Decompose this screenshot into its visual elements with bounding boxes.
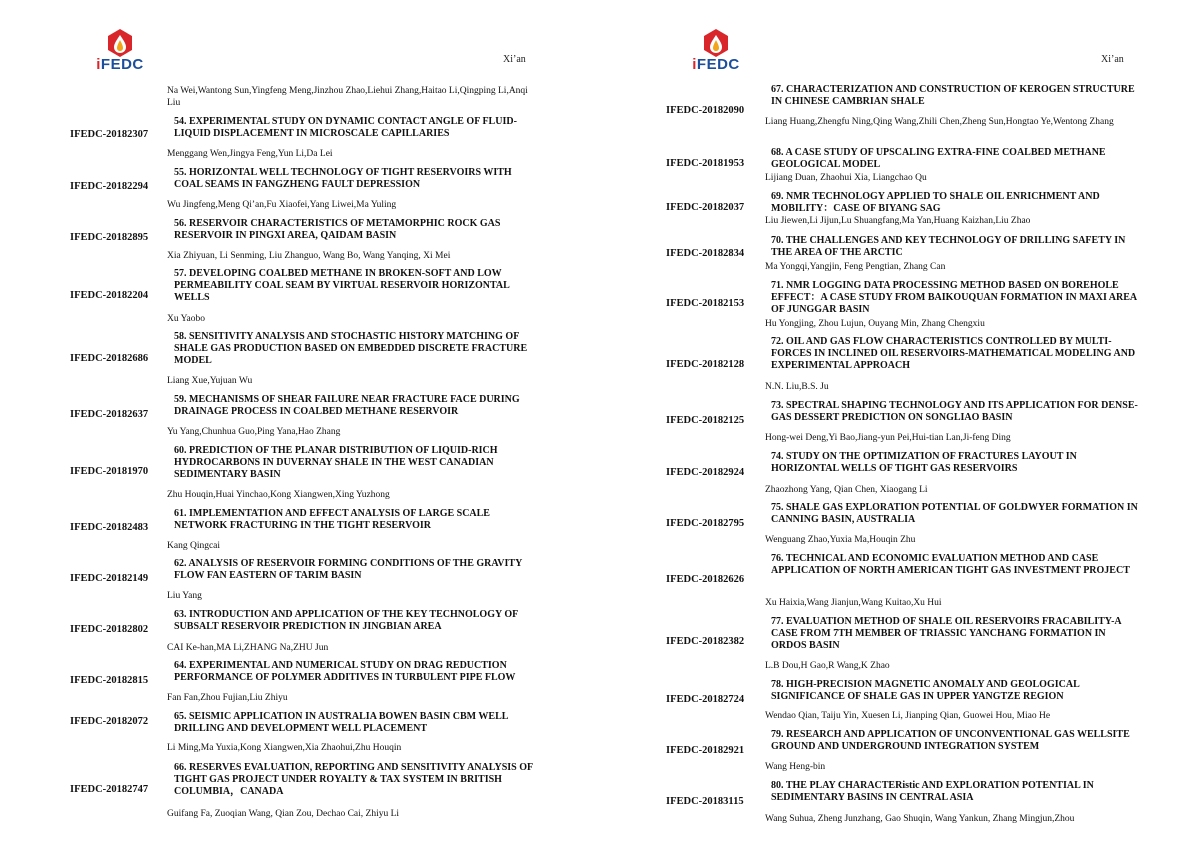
paper-title: 74. STUDY ON THE OPTIMIZATION OF FRACTURES LAYOUT IN HORIZONTAL WELLS OF TIGHT GAS RESERVOIRS xyxy=(771,451,1077,474)
paper-code: IFEDC-20182895 xyxy=(70,232,149,243)
paper-authors: Menggang Wen,Jingya Feng,Yun Li,Da Lei xyxy=(167,149,333,159)
paper-authors: Wang Suhua, Zheng Junzhang, Gao Shuqin, Wang Yankun, Zhang Mingjun,Zhou xyxy=(765,814,1075,824)
paper-code: IFEDC-20182072 xyxy=(70,716,149,727)
paper-title: 78. HIGH-PRECISION MAGNETIC ANOMALY AND GEOLOGICAL SIGNIFICANCE OF SHALE GAS IN UPPER YANGTZE REGION xyxy=(771,679,1080,702)
paper-title: 80. THE PLAY CHARACTERistic AND EXPLORATION POTENTIAL IN SEDIMENTARY BASINS IN CENTRAL ASIA xyxy=(771,780,1094,803)
paper-code: IFEDC-20182921 xyxy=(666,745,745,756)
paper-authors: Li Ming,Ma Yuxia,Kong Xiangwen,Xia Zhaohui,Zhu Houqin xyxy=(167,743,402,753)
paper-title: 69. NMR TECHNOLOGY APPLIED TO SHALE OIL ENRICHMENT AND MOBILITY：CASE OF BIYANG SAG xyxy=(771,191,1100,214)
paper-title: 64. EXPERIMENTAL AND NUMERICAL STUDY ON DRAG REDUCTION PERFORMANCE OF POLYMER ADDITIVES IN TURBULENT PIPE FLOW xyxy=(174,660,516,683)
paper-code: IFEDC-20182626 xyxy=(666,574,745,585)
paper-code: IFEDC-20182149 xyxy=(70,573,149,584)
paper-code: IFEDC-20182128 xyxy=(666,359,745,370)
right-page xyxy=(596,0,1192,842)
paper-authors: Kang Qingcai xyxy=(167,541,221,551)
paper-authors: Yu Yang,Chunhua Guo,Ping Yana,Hao Zhang xyxy=(167,427,341,437)
header-city: Xi’an xyxy=(1101,54,1124,65)
paper-authors: Xu Yaobo xyxy=(167,314,206,324)
paper-authors: Lijiang Duan, Zhaohui Xia, Liangchao Qu xyxy=(765,173,927,183)
paper-code: IFEDC-20183115 xyxy=(666,796,744,807)
paper-title: 71. NMR LOGGING DATA PROCESSING METHOD BASED ON BOREHOLE EFFECT：A CASE STUDY FROM BAIKOUQUAN FORMATION IN MAXI AREA OF JUNGGAR BASIN xyxy=(771,280,1137,315)
paper-code: IFEDC-20182724 xyxy=(666,694,745,705)
paper-title: 67. CHARACTERIZATION AND CONSTRUCTION OF KEROGEN STRUCTURE IN CHINESE CAMBRIAN SHALE xyxy=(771,84,1135,107)
paper-code: IFEDC-20182294 xyxy=(70,181,149,192)
paper-title: 65. SEISMIC APPLICATION IN AUSTRALIA BOWEN BASIN CBM WELL DRILLING AND DEVELOPMENT WELL PLACEMENT xyxy=(174,711,508,734)
paper-title: 60. PREDICTION OF THE PLANAR DISTRIBUTION OF LIQUID-RICH HYDROCARBONS IN DUVERNAY SHALE IN THE WEST CANADIAN SEDIMENTARY BASIN xyxy=(174,445,498,480)
paper-code: IFEDC-20182382 xyxy=(666,636,745,647)
paper-authors: Liu Yang xyxy=(167,591,202,601)
logo-wordmark: iFEDC xyxy=(96,56,144,73)
paper-authors: Hong-wei Deng,Yi Bao,Jiang-yun Pei,Hui-tian Lan,Ji-feng Ding xyxy=(765,433,1011,443)
paper-code: IFEDC-20182153 xyxy=(666,298,745,309)
paper-title: 72. OIL AND GAS FLOW CHARACTERISTICS CONTROLLED BY MULTI-FORCES IN INCLINED OIL RESERVOIRS-MATHEMATICAL MODELING AND EXPERIMENTAL APPROACH xyxy=(771,336,1136,371)
paper-code: IFEDC-20182483 xyxy=(70,522,149,533)
paper-authors: Ma Yongqi,Yangjin, Feng Pengtian, Zhang Can xyxy=(765,262,946,272)
paper-code: IFEDC-20182747 xyxy=(70,784,149,795)
paper-title: 56. RESERVOIR CHARACTERISTICS OF METAMORPHIC ROCK GAS RESERVOIR IN PINGXI AREA, QAIDAM BASIN xyxy=(174,218,501,241)
paper-code: IFEDC-20182924 xyxy=(666,467,745,478)
lead-authors: Na Wei,Wantong Sun,Yingfeng Meng,Jinzhou Zhao,Liehui Zhang,Haitao Li,Qingping Li,Anqi Liu xyxy=(167,86,528,108)
paper-authors: L.B Dou,H Gao,R Wang,K Zhao xyxy=(765,661,890,671)
paper-title: 61. IMPLEMENTATION AND EFFECT ANALYSIS OF LARGE SCALE NETWORK FRACTURING IN THE TIGHT RESERVOIR xyxy=(174,508,490,531)
paper-authors: Zhaozhong Yang, Qian Chen, Xiaogang Li xyxy=(765,485,928,495)
paper-authors: Fan Fan,Zhou Fujian,Liu Zhiyu xyxy=(167,693,288,703)
paper-authors: Wang Heng-bin xyxy=(765,762,826,772)
paper-authors: Wendao Qian, Taiju Yin, Xuesen Li, Jianping Qian, Guowei Hou, Miao He xyxy=(765,711,1051,721)
paper-code: IFEDC-20182802 xyxy=(70,624,149,635)
paper-authors: Zhu Houqin,Huai Yinchao,Kong Xiangwen,Xing Yuzhong xyxy=(167,490,390,500)
logo-wordmark: iFEDC xyxy=(692,56,740,73)
paper-title: 76. TECHNICAL AND ECONOMIC EVALUATION METHOD AND CASE APPLICATION OF NORTH AMERICAN TIGHT GAS INVESTMENT PROJECT xyxy=(771,553,1130,576)
paper-title: 57. DEVELOPING COALBED METHANE IN BROKEN-SOFT AND LOW PERMEABILITY COAL SEAM BY VIRTUAL RESERVOIR HORIZONTAL WELLS xyxy=(174,268,510,303)
paper-title: 66. RESERVES EVALUATION, REPORTING AND SENSITIVITY ANALYSIS OF TIGHT GAS PROJECT UNDER ROYALTY & TAX SYSTEM IN BRITISH COLUMBIA，CANADA xyxy=(174,762,533,797)
header-city: Xi’an xyxy=(503,54,526,65)
paper-authors: Wenguang Zhao,Yuxia Ma,Houqin Zhu xyxy=(765,535,916,545)
paper-title: 54. EXPERIMENTAL STUDY ON DYNAMIC CONTACT ANGLE OF FLUID-LIQUID DISPLACEMENT IN MICROSCALE CAPILLARIES xyxy=(174,116,517,139)
paper-title: 68. A CASE STUDY OF UPSCALING EXTRA-FINE COALBED METHANE GEOLOGICAL MODEL xyxy=(771,147,1106,170)
paper-code: IFEDC-20182637 xyxy=(70,409,149,420)
paper-code: IFEDC-20182090 xyxy=(666,105,745,116)
paper-authors: Liu Jiewen,Li Jijun,Lu Shuangfang,Ma Yan,Huang Kaizhan,Liu Zhao xyxy=(765,216,1031,226)
paper-code: IFEDC-20182125 xyxy=(666,415,745,426)
paper-authors: Hu Yongjing, Zhou Lujun, Ouyang Min, Zhang Chengxiu xyxy=(765,319,985,329)
right-entry-list xyxy=(596,0,1192,842)
paper-title: 75. SHALE GAS EXPLORATION POTENTIAL OF GOLDWYER FORMATION IN CANNING BASIN, AUSTRALIA xyxy=(771,502,1138,525)
paper-authors: Liang Huang,Zhengfu Ning,Qing Wang,Zhili Chen,Zheng Sun,Hongtao Ye,Wentong Zhang xyxy=(765,117,1114,127)
paper-title: 63. INTRODUCTION AND APPLICATION OF THE KEY TECHNOLOGY OF SUBSALT RESERVOIR PREDICTION IN JINGBIAN AREA xyxy=(174,609,518,632)
paper-title: 70. THE CHALLENGES AND KEY TECHNOLOGY OF DRILLING SAFETY IN THE AREA OF THE ARCTIC xyxy=(771,235,1126,258)
paper-authors: Liang Xue,Yujuan Wu xyxy=(167,376,253,386)
paper-authors: Wu Jingfeng,Meng Qi’an,Fu Xiaofei,Yang Liwei,Ma Yuling xyxy=(167,200,397,210)
paper-authors: Xia Zhiyuan, Li Senming, Liu Zhanguo, Wang Bo, Wang Yanqing, Xi Mei xyxy=(167,251,451,261)
paper-code: IFEDC-20182307 xyxy=(70,129,149,140)
paper-title: 62. ANALYSIS OF RESERVOIR FORMING CONDITIONS OF THE GRAVITY FLOW FAN EASTERN OF TARIM BASIN xyxy=(174,558,522,581)
paper-title: 73. SPECTRAL SHAPING TECHNOLOGY AND ITS APPLICATION FOR DENSE-GAS DESSERT PREDICTION ON SONGLIAO BASIN xyxy=(771,400,1138,423)
paper-authors: Guifang Fa, Zuoqian Wang, Qian Zou, Dechao Cai, Zhiyu Li xyxy=(167,809,400,819)
paper-authors: CAI Ke-han,MA Li,ZHANG Na,ZHU Jun xyxy=(167,643,329,653)
paper-title: 77. EVALUATION METHOD OF SHALE OIL RESERVOIRS FRACABILITY-A CASE FROM 7TH MEMBER OF TRIASSIC YANCHANG FORMATION IN ORDOS BASIN xyxy=(771,616,1122,651)
paper-code: IFEDC-20182037 xyxy=(666,202,745,213)
paper-title: 79. RESEARCH AND APPLICATION OF UNCONVENTIONAL GAS WELLSITE GROUND AND UNDERGROUND INTEGRATION SYSTEM xyxy=(771,729,1130,752)
paper-code: IFEDC-20182795 xyxy=(666,518,745,529)
paper-authors: N.N. Liu,B.S. Ju xyxy=(765,382,829,392)
paper-title: 58. SENSITIVITY ANALYSIS AND STOCHASTIC HISTORY MATCHING OF SHALE GAS PRODUCTION BASED ON EMBEDDED DISCRETE FRACTURE MODEL xyxy=(174,331,528,366)
paper-code: IFEDC-20182834 xyxy=(666,248,745,259)
paper-code: IFEDC-20181953 xyxy=(666,158,745,169)
paper-authors: Xu Haixia,Wang Jianjun,Wang Kuitao,Xu Hui xyxy=(765,598,942,608)
paper-title: 55. HORIZONTAL WELL TECHNOLOGY OF TIGHT RESERVOIRS WITH COAL SEAMS IN FANGZHENG FAULT DEPRESSION xyxy=(174,167,512,190)
paper-code: IFEDC-20182686 xyxy=(70,353,149,364)
paper-code: IFEDC-20182815 xyxy=(70,675,149,686)
paper-title: 59. MECHANISMS OF SHEAR FAILURE NEAR FRACTURE FACE DURING DRAINAGE PROCESS IN COALBED METHANE RESERVOIR xyxy=(174,394,520,417)
paper-code: IFEDC-20182204 xyxy=(70,290,149,301)
paper-code: IFEDC-20181970 xyxy=(70,466,149,477)
